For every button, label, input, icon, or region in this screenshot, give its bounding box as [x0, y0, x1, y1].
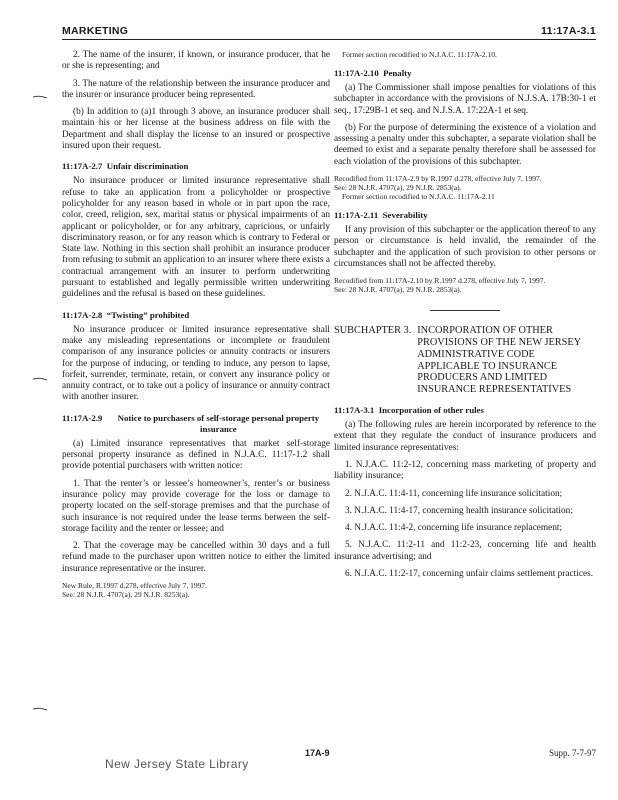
paragraph: 2. That the coverage may be cancelled within 30 days and a full refund made to the purchaser upon written notice to either the limited insurance representative or the insurer.	[62, 541, 330, 574]
right-column	[334, 50, 596, 586]
paragraph: (a) The following rules are herein incorporated by reference to the extent that they regulate the conduct of insurance producers and limited insurance representatives:	[334, 420, 596, 453]
section-title: “Twisting” prohibited	[106, 309, 190, 320]
list-item: 4. N.J.A.C. 11:4-2, concerning life insurance replacement;	[345, 523, 563, 534]
revision-mark-icon	[32, 377, 48, 381]
paragraph: (a) Limited insurance representatives that market self-storage personal property insurance as defined in N.J.A.C. 11:17-1.2 shall provide potential purchasers with written notice:	[62, 438, 330, 472]
history-note	[62, 581, 330, 599]
subchapter-heading	[334, 325, 596, 396]
left-column	[62, 50, 330, 604]
paragraph: 1. That the renter’s or lessee’s homeowner’s, renter’s or business insurance policy may provide coverage for the loss or damage to property located on the self-storage premises and that the purchase of such insurance is not required under the lease terms between the self-storage facility and the renter or lessee; and	[62, 478, 330, 534]
section-heading	[334, 210, 596, 221]
history-note-line: Recodified from 11:17A-2.10 by R.1997 d.278, effective July 7, 1997.	[334, 276, 546, 286]
paragraph: 3. The nature of the relationship between the insurance producer and the insurer or insurance producer being represented.	[62, 78, 330, 100]
section-divider	[430, 310, 500, 311]
history-note-line: Recodified from 11:17A-2.9 by R.1997 d.278, effective July 7, 1997.	[334, 174, 542, 184]
paragraph: No insurance producer or limited insurance representative shall refuse to take an application from a policyholder or prospective policyholder for any reason based in whole or in part upon the race, color, creed, religion, sex, marital status or physical impairments of an applicant or policyholder, or for any arbitrary, capricious, or unfairly discriminatory reason, or for any reason which is contrary to Federal or State law. Nothing in this section shall prohibit an insurance producer from refusing to submit an application to an insurer where there exists a contractual arrangement with an insurer to perform underwriting pursuant to established and legally permissible written underwriting guidelines and the refusal is based on these guidelines.	[62, 176, 330, 300]
paragraph: No insurance producer or limited insurance representative shall make any misleading representations or incomplete or fraudulent comparison of any insurance policies or annuity contracts or insurers for the purpose of inducing, or tending to induce, any person to lapse, forfeit, surrender, terminate, retain, or convert any insurance policy or annuity contract, or to take out a policy of insurance or annuity contract with another insurer.	[62, 324, 330, 403]
history-note-line: New Rule, R.1997 d.278, effective July 7, 1997.	[62, 580, 208, 590]
subchapter-number: SUBCHAPTER 3.	[334, 325, 412, 337]
section-title: Severability	[382, 210, 428, 221]
list-item: 1. N.J.A.C. 11:2-12, concerning mass marketing of property and liability insurance;	[334, 459, 596, 482]
paragraph: (a) The Commissioner shall impose penalties for violations of this subchapter in accordance with the provisions of N.J.S.A. 17B:30-1 et seq., 17:29B-1 et seq. and N.J.S.A. 17:22A-1 et seq.	[334, 83, 596, 116]
section-number: 11:17A-2.11	[334, 210, 379, 221]
running-header	[62, 25, 596, 40]
section-title: Penalty	[383, 68, 412, 78]
section-number: 11:17A-2.8	[62, 309, 103, 320]
history-note	[334, 276, 596, 294]
subchapter-title: INCORPORATION OF OTHER PROVISIONS OF THE NEW JERSEY ADMINISTRATIVE CODE APPLICABLE TO INSURANCE PRODUCERS AND LIMITED INSURANCE REPRESENTATIVES	[417, 325, 581, 396]
section-heading	[62, 161, 330, 172]
section-heading	[334, 68, 596, 79]
history-note-line: See: 28 N.J.R. 4707(a), 29 N.J.R. 8253(a).	[62, 589, 190, 599]
section-number: 11:17A-2.10	[334, 68, 379, 78]
list-item: 2. N.J.A.C. 11:4-11, concerning life insurance solicitation;	[345, 488, 563, 499]
history-note	[334, 174, 596, 201]
header-chapter: MARKETING	[62, 25, 129, 37]
section-number: 11:17A-2.7	[62, 161, 103, 172]
paragraph: 2. The name of the insurer, if known, or insurance producer, that he or she is representing; and	[62, 50, 330, 72]
page-number: 17A-9	[305, 748, 330, 758]
list-item: 5. N.J.A.C. 11:2-11 and 11:2-23, concerning life and health insurance advertising; and	[334, 540, 596, 562]
header-section: 11:17A-3.1	[541, 25, 596, 37]
revision-mark-icon	[32, 707, 48, 711]
section-title: Incorporation of other rules	[378, 405, 484, 416]
section-heading	[62, 413, 330, 435]
history-note-line: Former section recodified to N.J.A.C. 11:17A-2.11	[342, 192, 495, 202]
library-stamp: New Jersey State Library	[105, 757, 249, 771]
paragraph: (b) For the purpose of determining the existence of a violation and assessing a penalty under this subchapter, a separate violation shall be deemed to exist and a separate penalty therefore shall be assessed for each violation of the provisions of this subchapter.	[334, 122, 596, 167]
history-note: Former section recodified to N.J.A.C. 11:17A-2.10.	[342, 50, 497, 59]
history-note-line: See: 28 N.J.R. 4707(a), 29 N.J.R. 2853(a).	[334, 183, 462, 193]
section-number: 11:17A-3.1	[334, 405, 375, 416]
history-note-line: See: 28 N.J.R. 4707(a), 29 N.J.R. 2853(a).	[334, 285, 462, 295]
section-heading	[334, 405, 596, 416]
paragraph: If any provision of this subchapter or the application thereof to any person or circumstance is held invalid, the remainder of the subchapter and the application of such provision to other persons or circumstances shall not be affected thereby.	[334, 225, 596, 269]
section-number: 11:17A-2.9	[62, 412, 103, 423]
section-heading	[62, 310, 330, 321]
list-item: 3. N.J.A.C. 11:4-17, concerning health insurance solicitation;	[345, 505, 573, 516]
paragraph: (b) In addition to (a)1 through 3 above, an insurance producer shall maintain his or her license at the business address on file with the Department and shall display the license to an insured or prospective insured upon their request.	[62, 107, 330, 152]
section-title: Notice to purchasers of self-storage personal property insurance	[117, 412, 320, 434]
revision-mark-icon	[32, 95, 48, 99]
section-title: Unfair discrimination	[106, 161, 189, 172]
list-item: 6. N.J.A.C. 11:2-17, concerning unfair claims settlement practices.	[345, 569, 594, 580]
supplement-date: Supp. 7-7-97	[549, 748, 596, 758]
